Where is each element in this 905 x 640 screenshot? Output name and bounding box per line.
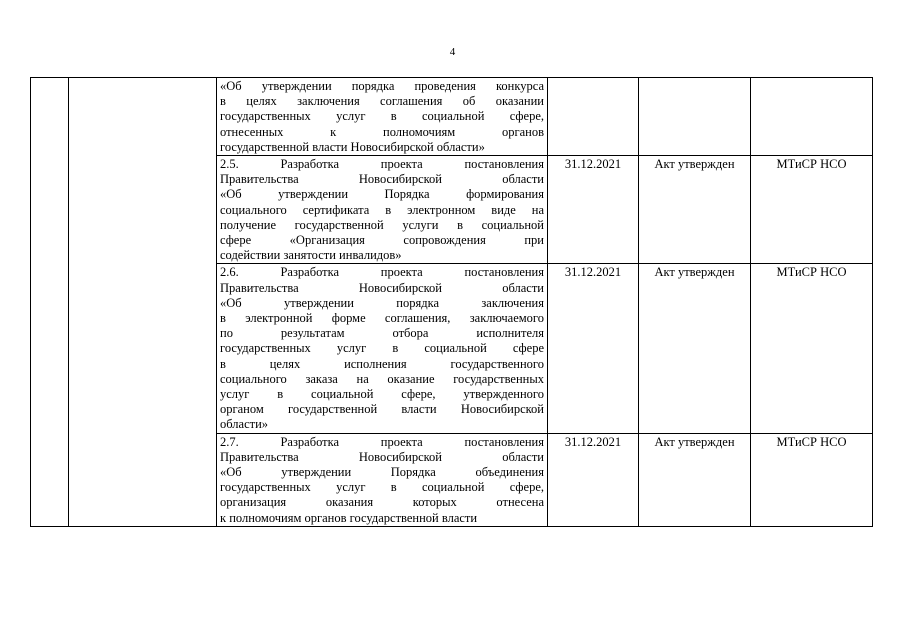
measure-text-line: «Об утверждении порядка проведения конкурса bbox=[220, 79, 544, 93]
measure-text-line: государственных услуг в социальной сфере, bbox=[220, 480, 544, 495]
responsible-cell: МТиСР НСО bbox=[751, 433, 873, 526]
measure-text-line: социального сертификата в электронном виде на bbox=[220, 202, 544, 217]
status-cell: Акт утвержден bbox=[639, 156, 751, 264]
goal-cell bbox=[69, 78, 217, 527]
measure-text-line: 2.6. Разработка проекта постановления bbox=[220, 265, 544, 280]
measure-text-line: «Об утверждении порядка заключения bbox=[220, 295, 544, 310]
responsible-cell bbox=[751, 78, 873, 156]
measure-text-line: в целях исполнения государственного bbox=[220, 356, 544, 371]
date-cell: 31.12.2021 bbox=[548, 264, 639, 433]
number-cell bbox=[31, 78, 69, 527]
date-cell: 31.12.2021 bbox=[548, 156, 639, 264]
measure-text-line: государственной власти Новосибирской области» bbox=[220, 139, 485, 154]
measure-cell bbox=[217, 78, 548, 156]
measure-text-line: содействии занятости инвалидов» bbox=[220, 248, 402, 263]
date-cell bbox=[548, 78, 639, 156]
measure-text-line: в электронной форме соглашения, заключаемого bbox=[220, 311, 544, 326]
measure-text-line: государственных услуг в социальной сфере bbox=[220, 341, 544, 356]
date-cell: 31.12.2021 bbox=[548, 433, 639, 526]
table-body bbox=[31, 78, 873, 527]
responsible-cell: МТиСР НСО bbox=[751, 264, 873, 433]
status-cell: Акт утвержден bbox=[639, 264, 751, 433]
measure-text-line: «Об утверждении Порядка объединения bbox=[220, 465, 544, 480]
measure-text-line: 2.5. Разработка проекта постановления bbox=[220, 157, 544, 172]
status-cell bbox=[639, 78, 751, 156]
measure-cell bbox=[217, 264, 548, 433]
measure-text-line: органом государственной власти Новосибирской bbox=[220, 402, 544, 417]
measure-text-line: организация оказания которых отнесена bbox=[220, 495, 544, 510]
page-number: 4 bbox=[449, 46, 456, 58]
table-row bbox=[31, 78, 873, 156]
measure-text-line: Правительства Новосибирской области bbox=[220, 172, 544, 187]
responsible-cell: МТиСР НСО bbox=[751, 156, 873, 264]
measure-text-line: отнесенных к полномочиям органов bbox=[220, 124, 544, 139]
measure-text-line: в целях заключения соглашения об оказании bbox=[220, 94, 544, 109]
measure-text-line: Правительства Новосибирской области bbox=[220, 449, 544, 464]
measure-text-line: государственных услуг в социальной сфере, bbox=[220, 109, 544, 124]
measure-text-line: получение государственной услуги в социальной bbox=[220, 217, 544, 232]
measure-text-line: Правительства Новосибирской области bbox=[220, 280, 544, 295]
measures-table bbox=[30, 77, 873, 527]
measure-text-line: области» bbox=[220, 417, 269, 432]
measure-text-line: сфере «Организация сопровождения при bbox=[220, 233, 544, 248]
measure-text-line: по результатам отбора исполнителя bbox=[220, 326, 544, 341]
measure-cell bbox=[217, 433, 548, 526]
measure-text-line: 2.7. Разработка проекта постановления bbox=[220, 434, 544, 449]
status-cell: Акт утвержден bbox=[639, 433, 751, 526]
measure-text-line: «Об утверждении Порядка формирования bbox=[220, 187, 544, 202]
measure-text-line: к полномочиям органов государственной власти bbox=[220, 510, 478, 525]
measure-text-line: услуг в социальной сфере, утвержденного bbox=[220, 387, 544, 402]
measure-text-line: социального заказа на оказание государственных bbox=[220, 371, 544, 386]
measure-cell bbox=[217, 156, 548, 264]
